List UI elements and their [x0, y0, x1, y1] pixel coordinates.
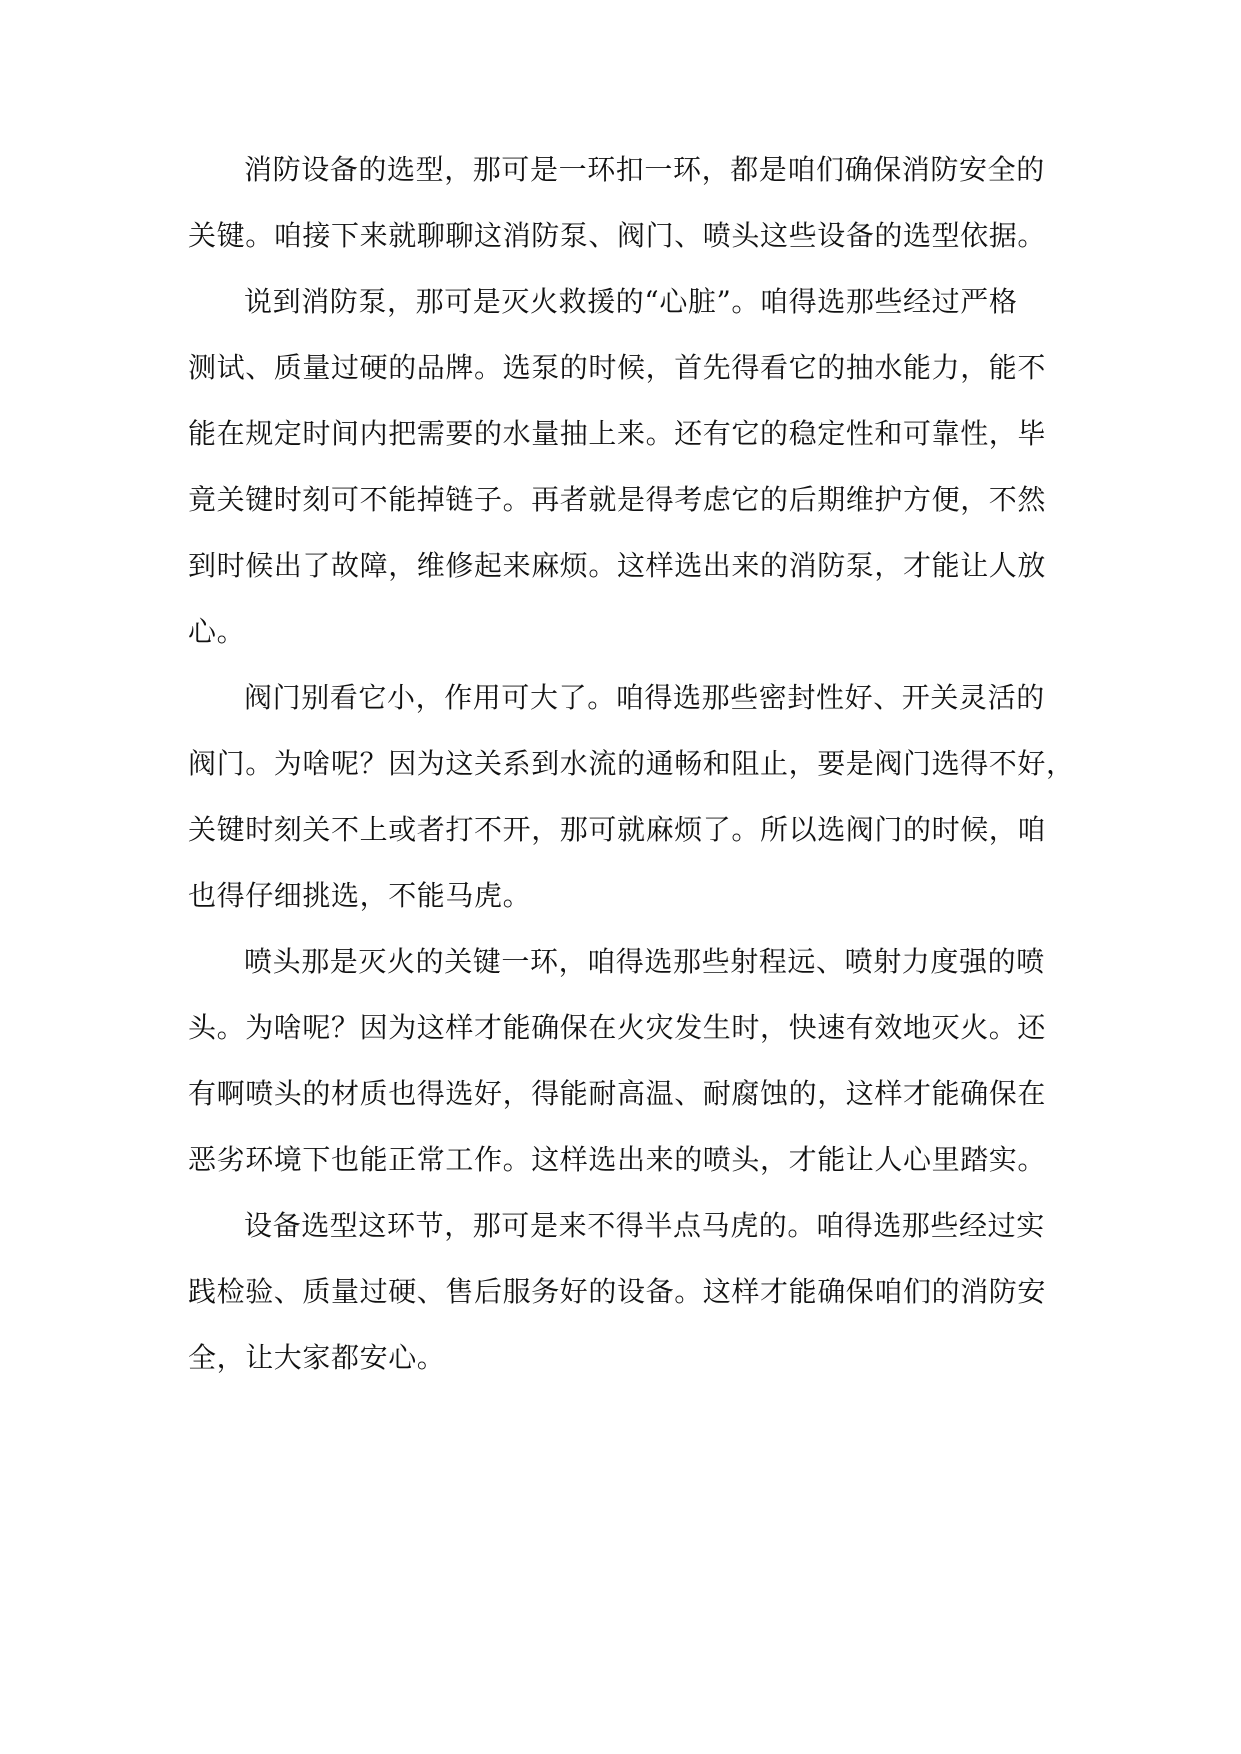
text-line: 有啊喷头的材质也得选好，得能耐高温、耐腐蚀的，这样才能确保在: [188, 1077, 1047, 1110]
text-line: 能在规定时间内把需要的水量抽上来。还有它的稳定性和可靠性，毕: [188, 417, 1047, 450]
paragraph-sprinkler: [188, 929, 1052, 1193]
text-line: 竟关键时刻可不能掉链子。再者就是得考虑它的后期维护方便，不然: [188, 483, 1047, 516]
text-line: 到时候出了故障，维修起来麻烦。这样选出来的消防泵，才能让人放: [188, 549, 1047, 582]
text-line: 阀门。为啥呢？因为这关系到水流的通畅和阻止，要是阀门选得不好，: [188, 747, 1075, 780]
text-line: 测试、质量过硬的品牌。选泵的时候，首先得看它的抽水能力，能不: [188, 351, 1047, 384]
text-line: 全，让大家都安心。: [188, 1341, 446, 1374]
text-line: 关键。咱接下来就聊聊这消防泵、阀门、喷头这些设备的选型依据。: [188, 219, 1047, 252]
text-line: 阀门别看它小，作用可大了。咱得选那些密封性好、开关灵活的: [244, 681, 1045, 714]
text-line: 设备选型这环节，那可是来不得半点马虎的。咱得选那些经过实: [244, 1209, 1045, 1242]
paragraph-fire-pump: [188, 269, 1052, 665]
text-line: 心。: [188, 615, 246, 648]
text-line: 喷头那是灭火的关键一环，咱得选那些射程远、喷射力度强的喷: [244, 945, 1045, 978]
document-body: [188, 137, 1075, 1391]
paragraph-conclusion: [188, 1193, 1052, 1391]
text-line: 践检验、质量过硬、售后服务好的设备。这样才能确保咱们的消防安: [188, 1275, 1047, 1308]
paragraph-valve: [188, 665, 1075, 929]
text-line: 关键时刻关不上或者打不开，那可就麻烦了。所以选阀门的时候，咱: [188, 813, 1047, 846]
text-line: 说到消防泵，那可是灭火救援的“心脏”。咱得选那些经过严格: [244, 285, 1018, 318]
text-line: 头。为啥呢？因为这样才能确保在火灾发生时，快速有效地灭火。还: [188, 1011, 1047, 1044]
text-line: 消防设备的选型，那可是一环扣一环，都是咱们确保消防安全的: [244, 153, 1045, 186]
text-line: 恶劣环境下也能正常工作。这样选出来的喷头，才能让人心里踏实。: [188, 1143, 1047, 1176]
paragraph-intro: [188, 137, 1052, 269]
text-line: 也得仔细挑选，不能马虎。: [188, 879, 532, 912]
